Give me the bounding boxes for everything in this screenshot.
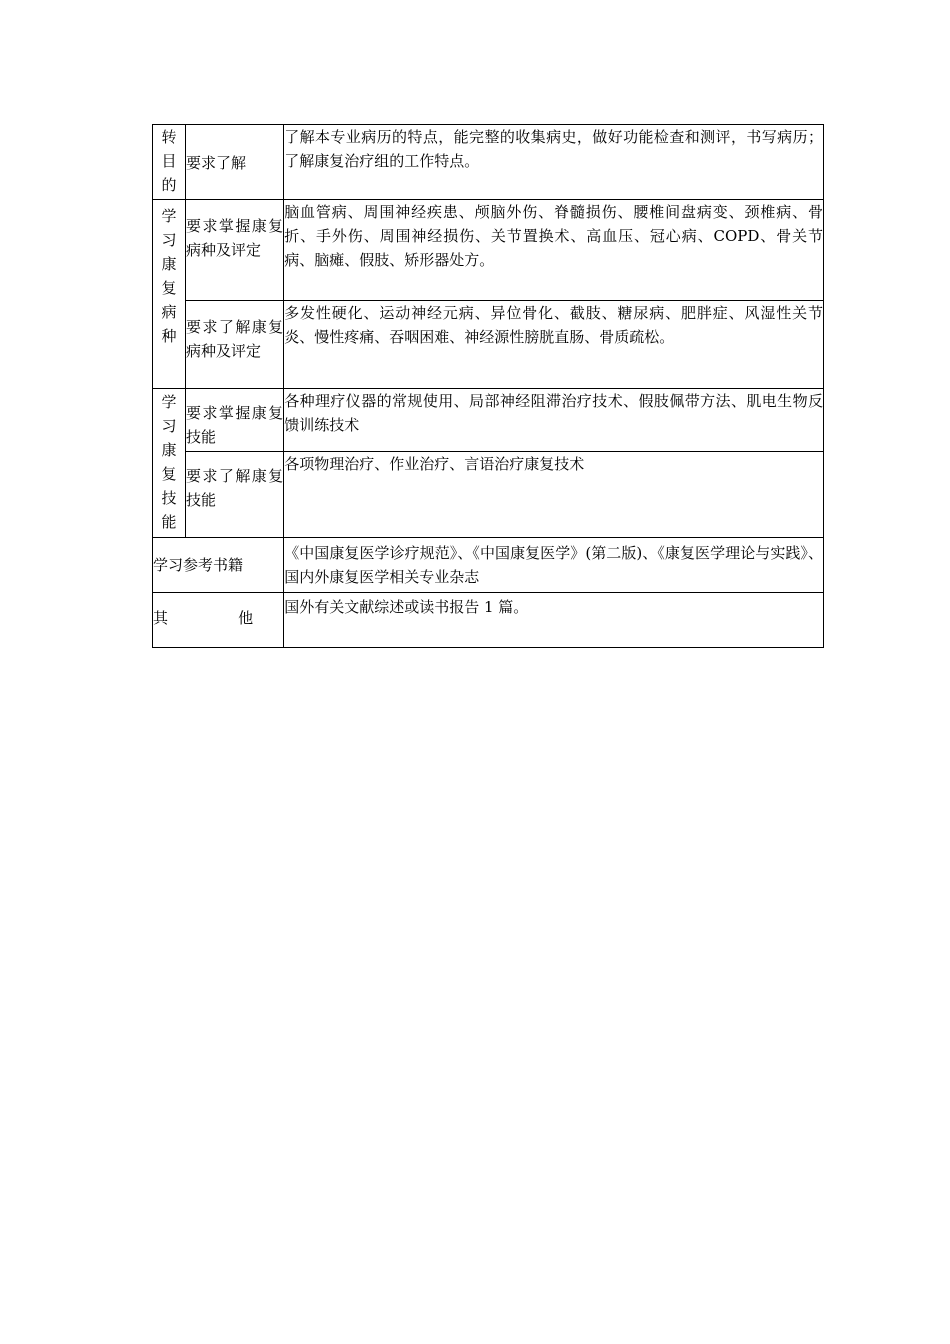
training-requirements-table — [152, 124, 824, 648]
skills-understand-content: 各项物理治疗、作业治疗、言语治疗康复技术 — [284, 452, 824, 538]
diseases-understand-sub-label: 要求了解康复病种及评定 — [186, 301, 284, 389]
label-char: 学 — [161, 207, 177, 225]
purpose-label — [153, 125, 186, 200]
label-char: 能 — [161, 513, 177, 531]
label-char: 习 — [161, 417, 177, 435]
row-diseases-understand — [153, 301, 824, 389]
other-content: 国外有关文献综述或读书报告 1 篇。 — [284, 593, 824, 648]
label-char: 病 — [161, 303, 177, 321]
row-books — [153, 538, 824, 593]
row-diseases-master — [153, 200, 824, 301]
skills-master-content: 各种理疗仪器的常规使用、局部神经阻滞治疗技术、假肢佩带方法、肌电生物反馈训练技术 — [284, 389, 824, 452]
diseases-master-sub-label: 要求掌握康复病种及评定 — [186, 200, 284, 301]
diseases-label — [153, 200, 186, 389]
other-label — [153, 593, 284, 648]
skills-master-sub-label: 要求掌握康复技能 — [186, 389, 284, 452]
label-char: 的 — [161, 176, 177, 194]
skills-label — [153, 389, 186, 538]
label-char: 技 — [161, 489, 177, 507]
label-char: 复 — [161, 465, 177, 483]
label-char: 学 — [161, 393, 177, 411]
row-other — [153, 593, 824, 648]
row-skills-master — [153, 389, 824, 452]
label-char: 习 — [161, 231, 177, 249]
label-char: 转 — [161, 128, 177, 146]
skills-understand-sub-label: 要求了解康复技能 — [186, 452, 284, 538]
label-char: 种 — [161, 327, 177, 345]
other-label-left: 其 — [153, 609, 169, 627]
purpose-content: 了解本专业病历的特点，能完整的收集病史，做好功能检查和测评，书写病历；了解康复治疗组的工作特点。 — [284, 125, 824, 200]
purpose-sub-label: 要求了解 — [186, 125, 284, 200]
label-char: 康 — [161, 255, 177, 273]
books-label: 学习参考书籍 — [153, 538, 284, 593]
other-label-right: 他 — [238, 609, 254, 627]
label-char: 目 — [161, 152, 177, 170]
label-char: 康 — [161, 441, 177, 459]
row-purpose — [153, 125, 824, 200]
diseases-understand-content: 多发性硬化、运动神经元病、异位骨化、截肢、糖尿病、肥胖症、风湿性关节炎、慢性疼痛、吞咽困难、神经源性膀胱直肠、骨质疏松。 — [284, 301, 824, 389]
label-char: 复 — [161, 279, 177, 297]
row-skills-understand — [153, 452, 824, 538]
books-content: 《中国康复医学诊疗规范》、《中国康复医学》(第二版)、《康复医学理论与实践》、国内外康复医学相关专业杂志 — [284, 538, 824, 593]
diseases-master-content: 脑血管病、周围神经疾患、颅脑外伤、脊髓损伤、腰椎间盘病变、颈椎病、骨折、手外伤、周围神经损伤、关节置换术、高血压、冠心病、COPD、骨关节病、脑瘫、假肢、矫形器处方。 — [284, 200, 824, 301]
